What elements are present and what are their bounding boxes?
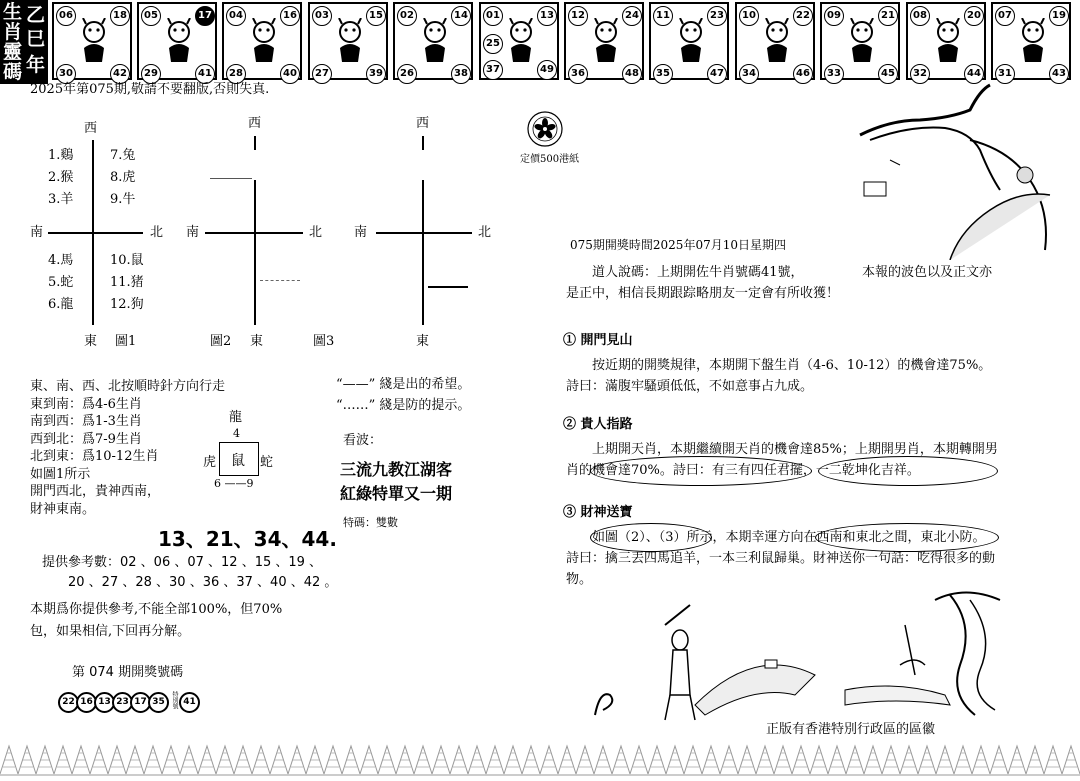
figure-label: 圖1 — [115, 334, 137, 349]
tiger-icon — [246, 18, 282, 64]
zodiac-number: 14 — [451, 6, 471, 26]
zodiac-list-item: 7.兔 — [110, 148, 136, 163]
figure-label: 圖2 — [210, 334, 232, 349]
zodiac-number: 17 — [195, 6, 215, 26]
axis-horizontal — [205, 232, 303, 234]
mini-right: 蛇 — [260, 455, 274, 470]
zodiac-number: 45 — [878, 64, 898, 84]
disclaimer-1: 本期爲你提供參考,不能全部100%，但70% — [30, 602, 283, 617]
zodiac-list-item: 12.狗 — [110, 297, 144, 312]
direction-west: 西 — [84, 121, 98, 136]
zodiac-number: 41 — [195, 64, 215, 84]
intro-text: 道人說碼：上期開佐牛肖號碼41號， 本報的波色以及正文亦是正中，相信長期跟踪略朋友一定會有所收獲！ — [566, 265, 993, 301]
zodiac-number: 23 — [707, 6, 727, 26]
zodiac-list-item: 10.鼠 — [110, 253, 144, 268]
direction-east: 東 — [84, 334, 98, 349]
brand-block — [0, 0, 48, 84]
zodiac-number: 01 — [483, 6, 503, 26]
zodiac-list-item: 1.鷄 — [48, 148, 74, 163]
zodiac-cell — [137, 2, 217, 80]
zodiac-number: 07 — [995, 6, 1015, 26]
zodiac-number: 02 — [397, 6, 417, 26]
zodiac-cell — [52, 2, 132, 80]
copyright-notice: 2025年第075期,敬請不要翻版,否則失真. — [30, 82, 270, 97]
zodiac-number: 04 — [226, 6, 246, 26]
solid-hint-line — [428, 286, 468, 288]
zodiac-number: 31 — [995, 64, 1015, 84]
zodiac-number: 08 — [910, 6, 930, 26]
zodiac-number: 27 — [312, 64, 332, 84]
price-label: 定價500港紙 — [520, 154, 580, 165]
section-title-1: ① 開門見山 — [563, 333, 633, 348]
zodiac-number: 33 — [824, 64, 844, 84]
special-number: 特碼：雙數 — [343, 516, 398, 529]
highlight-ellipse — [818, 456, 998, 486]
zodiac-cell — [820, 2, 900, 80]
zodiac-number: 29 — [141, 64, 161, 84]
zodiac-number: 18 — [110, 6, 130, 26]
dotted-hint-line — [260, 280, 300, 281]
zodiac-number: 49 — [537, 60, 557, 80]
direction-south: 南 — [30, 225, 44, 240]
zodiac-number: 20 — [964, 6, 984, 26]
zodiac-number: 47 — [707, 64, 727, 84]
zodiac-number: 42 — [110, 64, 130, 84]
zodiac-number: 09 — [824, 6, 844, 26]
kanbo-line-1: 三流九教江湖客 — [340, 460, 453, 479]
zodiac-number: 48 — [622, 64, 642, 84]
mini-bottom: 6 ——9 — [214, 477, 254, 490]
pig-icon — [1015, 18, 1051, 64]
main-numbers: 13、21、34、44. — [158, 527, 337, 551]
kanbo-label: 看波： — [343, 433, 383, 448]
reference-numbers-2: 20 、27 、28 、30 、36 、37 、40 、42 。 — [68, 575, 338, 590]
zodiac-number: 13 — [537, 6, 557, 26]
disclaimer-2: 包，如果相信,下回再分解。 — [30, 624, 191, 639]
direction-east: 東 — [416, 334, 430, 349]
zodiac-cell — [222, 2, 302, 80]
zodiac-number: 28 — [226, 64, 246, 84]
zodiac-number: 11 — [653, 6, 673, 26]
special-ball-label: 特別號 — [171, 690, 178, 709]
rule-line: 開門西北，貴神西南， — [30, 484, 161, 499]
rooster-icon — [844, 18, 880, 64]
zodiac-number: 35 — [653, 64, 673, 84]
zodiac-cell — [991, 2, 1071, 80]
rule-line: 財神東南。 — [30, 501, 96, 517]
zodiac-cell — [393, 2, 473, 80]
axis-tick — [422, 136, 424, 150]
direction-north: 北 — [309, 225, 323, 240]
zodiac-list-item: 11.猪 — [110, 275, 144, 290]
direction-south: 南 — [354, 225, 368, 240]
last-draw-balls — [58, 689, 197, 713]
zodiac-header — [0, 0, 1080, 84]
tree-illustration — [850, 80, 1055, 260]
legend-dotted: “……” 綫是防的提示。 — [336, 398, 471, 413]
zodiac-cell — [479, 2, 559, 80]
highlight-ellipse — [815, 523, 999, 552]
zodiac-number: 43 — [1049, 64, 1069, 84]
brand-char: 年 — [26, 54, 46, 76]
zodiac-list-item: 9.牛 — [110, 192, 136, 207]
zodiac-number: 37 — [483, 60, 503, 80]
zodiac-cell — [649, 2, 729, 80]
draw-ball: 17 — [130, 692, 151, 713]
figure-label: 圖3 — [313, 334, 335, 349]
zodiac-number: 19 — [1049, 6, 1069, 26]
zodiac-number: 22 — [793, 6, 813, 26]
rabbit-icon — [332, 18, 368, 64]
highlight-ellipse — [590, 456, 812, 486]
zodiac-number: 38 — [451, 64, 471, 84]
brand-char: 靈 — [3, 41, 23, 63]
zodiac-number: 40 — [280, 64, 300, 84]
zodiac-number: 25 — [483, 34, 503, 54]
monkey-icon — [759, 18, 795, 64]
zodiac-list-item: 8.虎 — [110, 170, 136, 185]
zodiac-number: 16 — [280, 6, 300, 26]
brand-char: 肖 — [3, 21, 23, 43]
draw-ball: 35 — [148, 692, 169, 713]
ox-icon — [161, 18, 197, 64]
zodiac-number: 06 — [56, 6, 76, 26]
direction-east: 東 — [250, 334, 264, 349]
dragon-icon — [417, 18, 453, 64]
reference-numbers-1: 提供參考數：02 、06 、07 、12 、15 、19 、 — [42, 555, 323, 570]
wave-border — [0, 740, 1080, 777]
zodiac-number: 46 — [793, 64, 813, 84]
direction-north: 北 — [478, 225, 492, 240]
mini-top: 龍 — [229, 410, 243, 425]
zodiac-number: 26 — [397, 64, 417, 84]
rule-line: 西到北：爲7-9生肖 — [30, 431, 142, 447]
rule-line: 東到南：爲4-6生肖 — [30, 396, 142, 412]
zodiac-number: 34 — [739, 64, 759, 84]
mini-top-num: 4 — [233, 427, 240, 440]
solid-hint-line — [210, 178, 252, 179]
section-text-2: 上期開天肖，本期繼續開天肖的機會達85%；上期開男肖，本期轉開男肖的機會達70%。詩曰：有三有四任君擺，一二乾坤化吉祥。 — [566, 442, 998, 478]
zodiac-number: 39 — [366, 64, 386, 84]
mini-center: 鼠 — [231, 453, 245, 469]
direction-west: 西 — [248, 116, 262, 131]
draw-ball: 13 — [94, 692, 115, 713]
draw-ball: 16 — [76, 692, 97, 713]
zodiac-number: 30 — [56, 64, 76, 84]
rat-icon — [76, 18, 112, 64]
hk-emblem-icon — [526, 110, 564, 148]
zodiac-list-item: 2.猴 — [48, 170, 74, 185]
zodiac-list-item: 4.馬 — [48, 253, 74, 268]
zodiac-cell — [735, 2, 815, 80]
horse-icon — [588, 18, 624, 64]
highlight-ellipse — [590, 523, 712, 552]
zodiac-number: 03 — [312, 6, 332, 26]
direction-west: 西 — [416, 116, 430, 131]
zodiac-list-item: 5.蛇 — [48, 275, 74, 290]
goat-icon — [673, 18, 709, 64]
zodiac-number: 12 — [568, 6, 588, 26]
brand-char: 巳 — [26, 28, 46, 50]
draw-ball: 22 — [58, 692, 79, 713]
legend-solid: “——” 綫是出的希望。 — [336, 377, 471, 392]
axis-horizontal — [376, 232, 472, 234]
draw-ball: 41 — [179, 692, 200, 713]
zodiac-number: 24 — [622, 6, 642, 26]
zodiac-number: 05 — [141, 6, 161, 26]
brand-char: 乙 — [26, 4, 46, 26]
direction-north: 北 — [150, 225, 164, 240]
axis-horizontal — [48, 232, 143, 234]
mini-left: 虎 — [203, 455, 217, 470]
brand-char: 碼 — [3, 61, 23, 83]
draw-ball: 23 — [112, 692, 133, 713]
snake-icon — [503, 18, 539, 64]
zodiac-number: 32 — [910, 64, 930, 84]
axis-vertical — [422, 180, 424, 325]
rule-line: 北到東：爲10-12生肖 — [30, 449, 159, 464]
scene-illustration — [555, 585, 1050, 735]
zodiac-list-item: 6.龍 — [48, 297, 74, 312]
footer-note: 正版有香港特別行政區的區徽 — [766, 722, 936, 737]
zodiac-number: 21 — [878, 6, 898, 26]
zodiac-number: 10 — [739, 6, 759, 26]
last-draw-title: 第 074 期開獎號碼 — [72, 665, 184, 680]
rule-line: 東、南、西、北按順時針方向行走 — [30, 379, 226, 394]
brand-char: 生 — [3, 1, 23, 23]
rule-line: 如圖1所示 — [30, 466, 91, 482]
section-title-3: ③ 財神送寶 — [563, 505, 633, 520]
zodiac-list-item: 3.羊 — [48, 192, 74, 207]
section-text-3: 如圖（2）、（3）所示，本期幸運方向在西南和東北之間，東北小防。詩曰：擒三丟四馬追羊，一本三利鼠歸巢。財神送你一句話：吃得很多的動物。 — [566, 530, 996, 587]
direction-south: 南 — [186, 225, 200, 240]
draw-time: 075期開獎時間2025年07月10日星期四 — [570, 238, 786, 252]
rule-line: 南到西：爲1-3生肖 — [30, 414, 142, 429]
zodiac-number: 15 — [366, 6, 386, 26]
section-text-1: 按近期的開獎規律，本期開下盤生肖（4-6、10-12）的機會達75%。詩曰：滿腹牢騷頭低低，不如意事占九成。 — [566, 358, 992, 394]
zodiac-cell — [564, 2, 644, 80]
axis-vertical — [254, 180, 256, 325]
zodiac-number: 44 — [964, 64, 984, 84]
zodiac-number: 36 — [568, 64, 588, 84]
axis-tick — [254, 136, 256, 150]
kanbo-line-2: 紅綠特單又一期 — [340, 484, 453, 503]
zodiac-cell — [906, 2, 986, 80]
zodiac-cell — [308, 2, 388, 80]
section-title-2: ② 貴人指路 — [563, 417, 633, 432]
dog-icon — [930, 18, 966, 64]
